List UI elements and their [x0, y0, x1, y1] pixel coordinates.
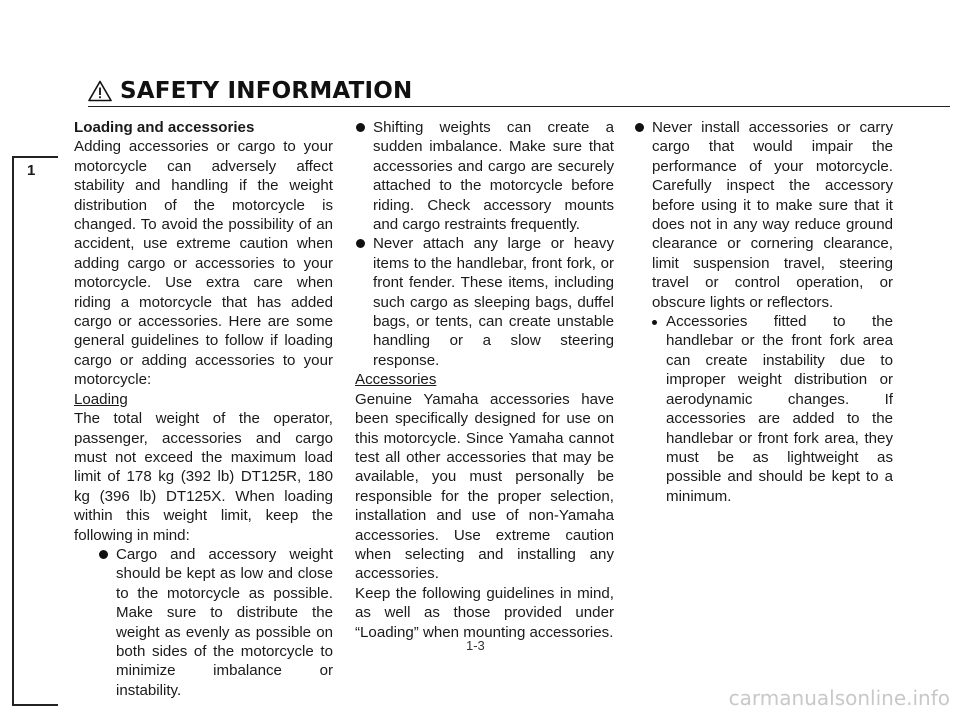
bullet-dot-icon — [635, 123, 644, 132]
list-item — [98, 545, 333, 700]
watermark: carmanualsonline.info — [728, 686, 950, 710]
section-title: Loading and accessories — [74, 119, 255, 136]
intro-paragraph: Adding accessories or cargo to your motorcycle can adversely affect stability and handling if the weight distribution of the motorcycle is changed. To avoid the possibility of an accident, use extreme caution when adding cargo or accessories to your motorcycle. Use extra care when riding a motorcycle that has added cargo or accessories. Here are some general guidelines to follow if loading cargo or adding accessories to your motorcycle: — [74, 138, 333, 389]
chapter-tab — [12, 156, 58, 706]
list-item — [634, 118, 893, 312]
page-number: 1-3 — [466, 638, 485, 653]
list-item — [355, 118, 614, 234]
header-divider — [88, 106, 950, 107]
loading-heading: Loading — [74, 390, 128, 408]
list-item-text: Shifting weights can create a sudden imbalance. Make sure that accessories and cargo are securely attached to the motorcycle before riding. Check accessory mounts and cargo restraints frequently. — [373, 119, 614, 234]
bullet-dot-icon — [356, 239, 365, 248]
warning-triangle-icon — [88, 80, 112, 102]
sub-list-item-text: Accessories fitted to the handlebar or the front fork area can create instability due to improper weight distribution or aerodynamic changes. If accessories are added to the handlebar or front fork area, they must be as lightweight as possible and should be kept to a minimum. — [666, 313, 893, 505]
text-column-1 — [74, 118, 333, 700]
list-item-text: Never attach any large or heavy items to the handlebar, front fork, or front fender. These items, including such cargo as sleeping bags, duffel bags, or tents, can create unstable handling or a slow steering response. — [373, 235, 614, 369]
page-title: SAFETY INFORMATION — [120, 78, 413, 104]
sub-list-item — [648, 312, 893, 506]
list-item-text: Never install accessories or carry cargo that would impair the performance of your motorcycle. Carefully inspect the accessory before using it to make sure that it does not in any way reduce ground clearance or cornering clearance, limit suspension travel, steering travel or control operation, or obscure lights or reflectors. — [652, 119, 893, 311]
text-column-2 — [355, 118, 614, 642]
bullet-dot-icon — [99, 550, 108, 559]
bullet-dot-icon — [356, 123, 365, 132]
list-item-text: Cargo and accessory weight should be kept as low and close to the motorcycle as possible. Make sure to distribute the weight as evenly as possible on both sides of the motorcycle to minimize imbalance or instability. — [116, 545, 333, 699]
chapter-number: 1 — [27, 162, 36, 179]
section-header — [88, 76, 412, 106]
small-bullet-icon — [652, 320, 657, 325]
accessories-paragraph: Genuine Yamaha accessories have been specifically designed for use on this motorcycle. Since Yamaha cannot test all other accessories that may be available, you must personally be responsible for the proper selection, installation and use of non-Yamaha accessories. Use extreme caution when selecting and installing any accessories. — [355, 390, 614, 583]
guidelines-paragraph: Keep the following guidelines in mind, as well as those provided under “Loading” when mounting accessories. — [355, 584, 614, 641]
loading-paragraph: The total weight of the operator, passenger, accessories and cargo must not exceed the maximum load limit of 178 kg (392 lb) DT125R, 180 kg (396 lb) DT125X. When loading within this weight limit, keep the following in mind: — [74, 410, 333, 544]
accessories-heading: Accessories — [355, 371, 437, 389]
list-item — [355, 234, 614, 370]
text-column-3 — [634, 118, 893, 506]
